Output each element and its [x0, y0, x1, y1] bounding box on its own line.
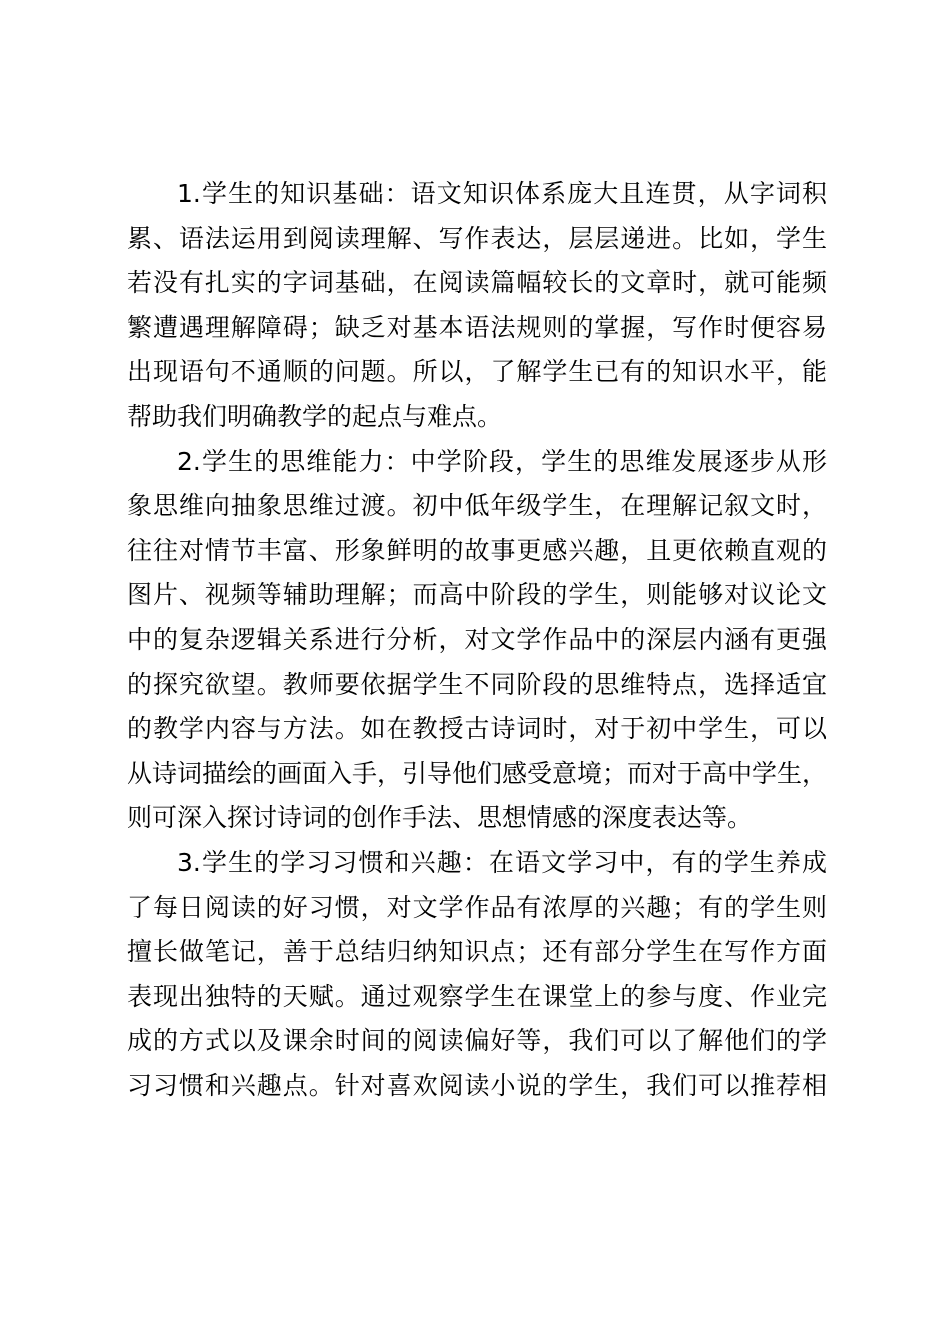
paragraph-line: 擅长做笔记，善于总结归纳知识点；还有部分学生在写作方面 [127, 937, 827, 967]
paragraph-line: 成的方式以及课余时间的阅读偏好等，我们可以了解他们的学 [127, 1026, 827, 1056]
paragraph-line: 图片、视频等辅助理解；而高中阶段的学生，则能够对议论文 [127, 580, 827, 610]
paragraph-line: 繁遭遇理解障碍；缺乏对基本语法规则的掌握，写作时便容易 [127, 312, 827, 342]
paragraph-line: 了每日阅读的好习惯，对文学作品有浓厚的兴趣；有的学生则 [127, 892, 827, 922]
paragraph-line: 累、语法运用到阅读理解、写作表达，层层递进。比如，学生 [127, 223, 827, 253]
paragraph-1 [127, 172, 827, 440]
paragraph-line: 出现语句不通顺的问题。所以，了解学生已有的知识水平，能 [127, 357, 827, 387]
paragraph-line: 2.学生的思维能力：中学阶段，学生的思维发展逐步从形 [177, 446, 827, 476]
paragraph-line: 从诗词描绘的画面入手，引导他们感受意境；而对于高中学生， [127, 758, 828, 788]
paragraph-line: 习习惯和兴趣点。针对喜欢阅读小说的学生，我们可以推荐相 [127, 1070, 827, 1100]
paragraph-line: 则可深入探讨诗词的创作手法、思想情感的深度表达等。 [127, 803, 753, 833]
paragraph-line: 帮助我们明确教学的起点与难点。 [127, 401, 503, 431]
paragraph-line: 往往对情节丰富、形象鲜明的故事更感兴趣，且更依赖直观的 [127, 535, 827, 565]
paragraph-2 [127, 440, 827, 841]
paragraph-line: 的教学内容与方法。如在教授古诗词时，对于初中学生，可以 [127, 714, 827, 744]
paragraph-line: 3.学生的学习习惯和兴趣：在语文学习中，有的学生养成 [177, 847, 827, 877]
paragraph-line: 表现出独特的天赋。通过观察学生在课堂上的参与度、作业完 [127, 981, 827, 1011]
paragraph-line: 中的复杂逻辑关系进行分析，对文学作品中的深层内涵有更强 [127, 624, 827, 654]
paragraph-line: 象思维向抽象思维过渡。初中低年级学生，在理解记叙文时， [127, 491, 827, 521]
paragraph-line: 1.学生的知识基础：语文知识体系庞大且连贯，从字词积 [177, 179, 827, 208]
paragraph-line: 的探究欲望。教师要依据学生不同阶段的思维特点，选择适宜 [127, 669, 827, 699]
paragraph-line: 若没有扎实的字词基础，在阅读篇幅较长的文章时，就可能频 [127, 268, 827, 298]
document-body [127, 172, 827, 1108]
paragraph-3 [127, 841, 827, 1109]
